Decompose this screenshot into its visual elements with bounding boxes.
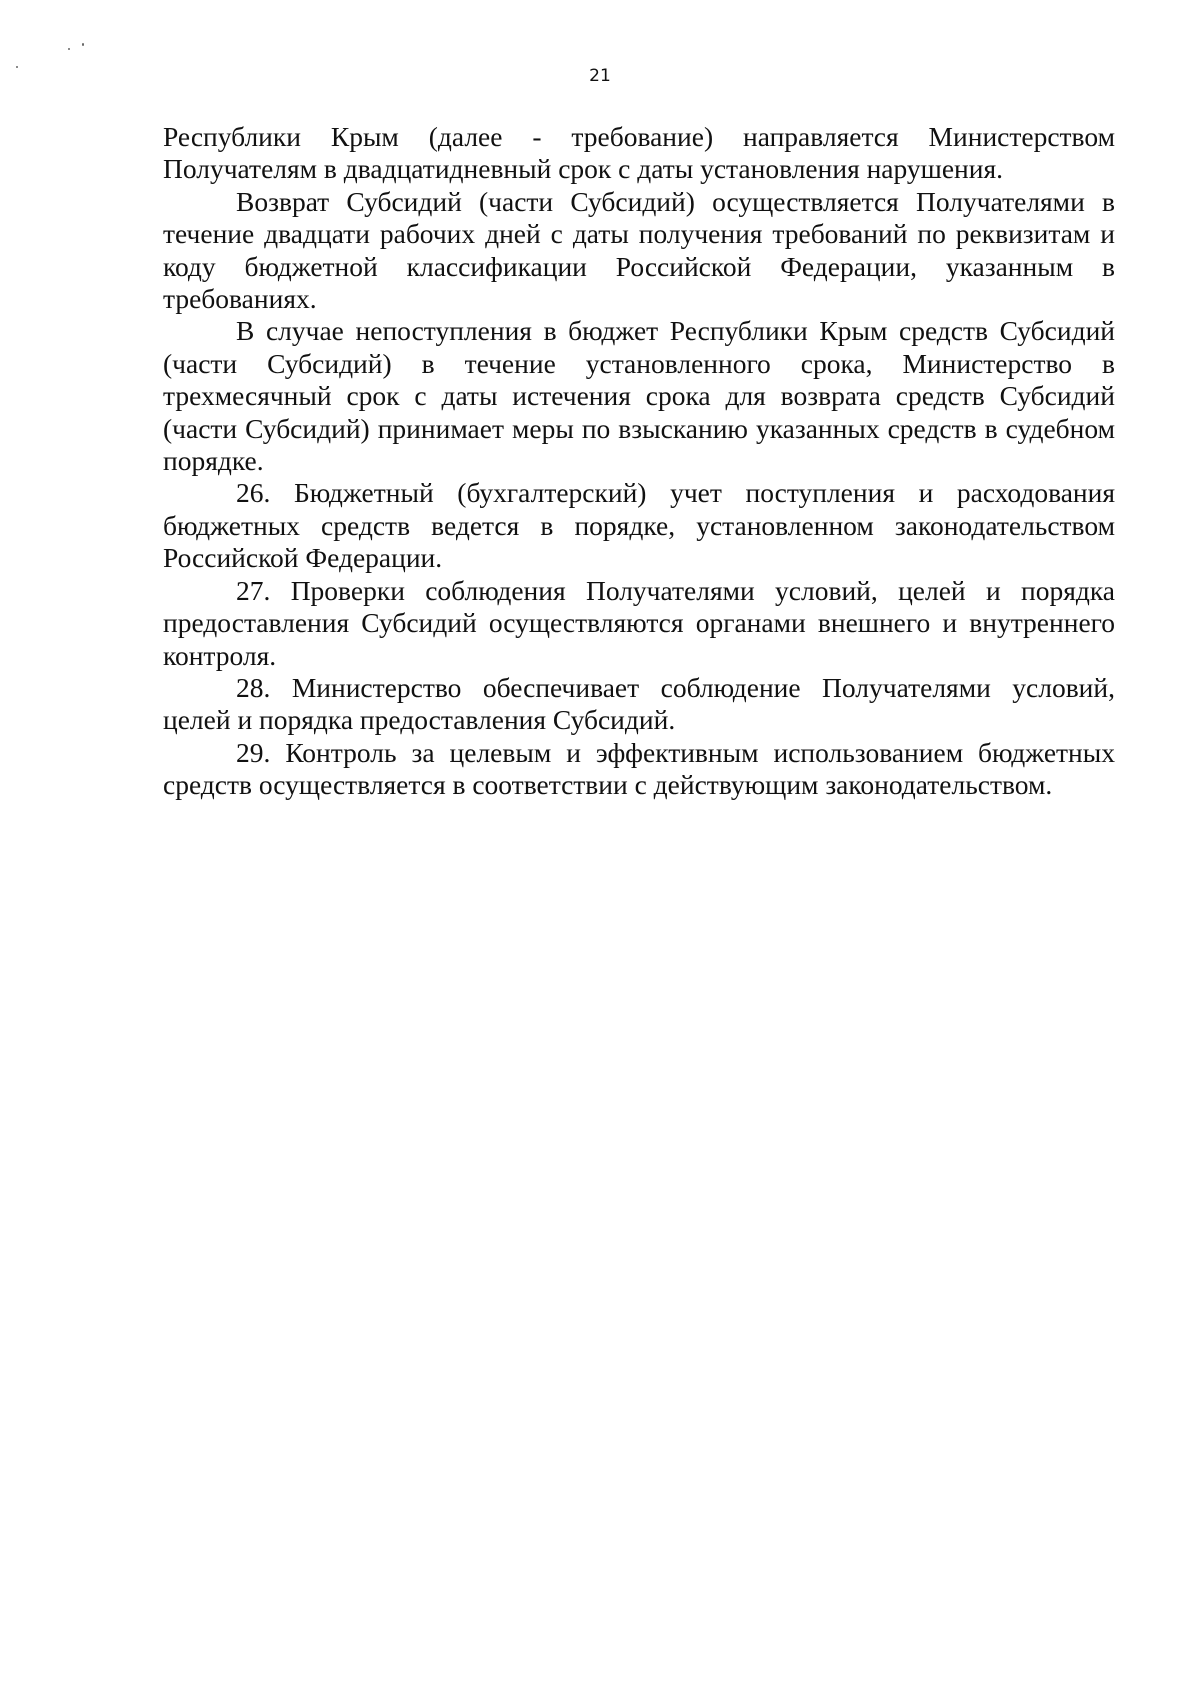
paragraph-item-28: 28. Министерство обеспечивает соблюдение Получателями условий, целей и порядка предоставления Субсидий. (163, 671, 1115, 736)
scan-speck (82, 43, 84, 46)
paragraph-continuation: Республики Крым (далее - требование) направляется Министерством Получателям в двадцатидневный срок с даты установления нарушения. (163, 121, 1115, 185)
paragraph-item-26: 26. Бюджетный (бухгалтерский) учет поступления и расходования бюджетных средств ведется в порядке, установленном законодательством Российской Федерации. (163, 477, 1115, 574)
scan-speck (68, 48, 70, 50)
document-body (163, 121, 1115, 802)
paragraph-item-29: 29. Контроль за целевым и эффективным использованием бюджетных средств осуществляется в соответствии с действующим законодательством. (163, 736, 1115, 801)
paragraph-non-receipt: В случае непоступления в бюджет Республики Крым средств Субсидий (части Субсидий) в течение установленного срока, Министерство в трехмесячный срок с даты истечения срока для возврата средств Субсидий (части Субсидий) принимает меры по взысканию указанных средств в судебном порядке. (163, 315, 1115, 477)
paragraph-subsidy-return: Возврат Субсидий (части Субсидий) осуществляется Получателями в течение двадцати рабочих дней с даты получения требований по реквизитам и коду бюджетной классификации Российской Федерации, указанным в требованиях. (163, 185, 1115, 315)
paragraph-item-27: 27. Проверки соблюдения Получателями условий, целей и порядка предоставления Субсидий осуществляются органами внешнего и внутреннего контроля. (163, 574, 1115, 671)
page-number: 21 (589, 66, 611, 86)
